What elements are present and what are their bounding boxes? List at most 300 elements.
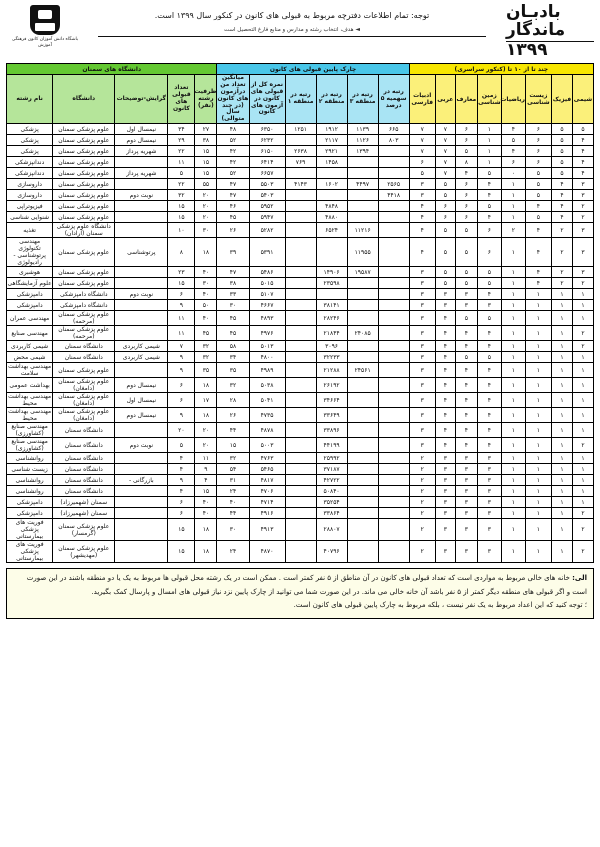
- cell-university: دانشگاه دامپزشکی: [53, 300, 115, 311]
- cell-orientation: [115, 212, 168, 223]
- cell-rank-region3: [347, 168, 378, 179]
- table-row[interactable]: [7, 486, 594, 497]
- cell-rank-quota5: [378, 497, 409, 508]
- cell-subject-5: ۴: [455, 378, 477, 393]
- cell-subject-4: ۱: [477, 124, 501, 135]
- cell-rank-region1: [285, 223, 316, 238]
- cell-avg-count: ۴۷: [217, 179, 249, 190]
- cell-subject-6: ۴: [435, 326, 455, 341]
- graduate-cap-icon: [30, 5, 60, 35]
- cell-rank-region2: ۴۴۱۹۹: [316, 438, 347, 453]
- cell-subject-3: ۱: [501, 311, 525, 326]
- cell-rank-region2: [316, 168, 347, 179]
- cell-orientation: [115, 508, 168, 519]
- cell-subject-6: ۵: [435, 179, 455, 190]
- cell-subject-6: ۴: [435, 341, 455, 352]
- cell-subject-4: ۵: [477, 168, 501, 179]
- cell-capacity: ۳۲: [195, 341, 217, 352]
- cell-subject-2: ۴: [525, 201, 551, 212]
- cell-subject-6: ۴: [435, 311, 455, 326]
- cell-total-score: ۵۱۰۷: [249, 289, 285, 300]
- cell-rank-quota5: [378, 438, 409, 453]
- cell-subject-4: ۳: [477, 300, 501, 311]
- cell-subject-0: ۲: [572, 326, 593, 341]
- table-row[interactable]: [7, 408, 594, 423]
- cell-rank-region3: [347, 464, 378, 475]
- cell-subject-4: ۶: [477, 223, 501, 238]
- cell-rank-region2: ۲۸۸۰۷: [316, 519, 347, 541]
- cell-subject-1: ۱: [551, 423, 572, 438]
- cell-avg-count: ۴۸: [217, 124, 249, 135]
- table-row[interactable]: [7, 212, 594, 223]
- cell-kanoon-admits: ۳۲: [168, 190, 195, 201]
- cell-subject-1: ۱: [551, 341, 572, 352]
- cell-subject-3: ۱: [501, 289, 525, 300]
- cell-rank-region2: ۳۷۱۸۷: [316, 464, 347, 475]
- cell-total-score: ۴۸۷۰: [249, 541, 285, 563]
- table-row[interactable]: [7, 497, 594, 508]
- cell-subject-1: ۱: [551, 352, 572, 363]
- cell-rank-region1: [285, 453, 316, 464]
- cell-subject-0: ۵: [572, 124, 593, 135]
- cell-subject-4: ۳: [477, 519, 501, 541]
- cell-subject-0: ۴: [572, 168, 593, 179]
- cell-subject-2: ۶: [525, 124, 551, 135]
- table-row[interactable]: [7, 124, 594, 135]
- cell-total-score: ۵۲۸۲: [249, 223, 285, 238]
- cell-rank-region3: [347, 393, 378, 408]
- table-row[interactable]: [7, 519, 594, 541]
- cell-subject-7: ۷: [409, 124, 435, 135]
- col-chemistry: شیمی: [572, 75, 593, 124]
- cell-orientation: نیمسال اول: [115, 124, 168, 135]
- cell-rank-region2: ۳۵۲۵۴: [316, 497, 347, 508]
- cell-major: دندانپزشکی: [7, 168, 53, 179]
- cell-subject-0: ۴: [572, 157, 593, 168]
- cell-major: هوشبری: [7, 267, 53, 278]
- cell-orientation: نیمسال دوم: [115, 408, 168, 423]
- cell-subject-5: ۴: [455, 341, 477, 352]
- cell-subject-1: ۱: [551, 453, 572, 464]
- cell-subject-5: ۳: [455, 464, 477, 475]
- cell-rank-region1: [285, 464, 316, 475]
- cell-rank-region1: [285, 378, 316, 393]
- table-row[interactable]: [7, 157, 594, 168]
- cell-subject-0: ۲: [572, 508, 593, 519]
- cell-rank-region2: ۲۱۲۸۸: [316, 363, 347, 378]
- cell-avg-count: ۵۲: [217, 135, 249, 146]
- cell-orientation: [115, 179, 168, 190]
- cell-subject-7: ۳: [409, 438, 435, 453]
- table-row[interactable]: [7, 238, 594, 267]
- cell-university: علوم پزشکی سمنان: [53, 157, 115, 168]
- cell-kanoon-admits: ۲۹: [168, 135, 195, 146]
- table-row[interactable]: [7, 393, 594, 408]
- cell-orientation: شیمی کاربردی: [115, 352, 168, 363]
- cell-subject-1: ۱: [551, 541, 572, 563]
- cell-rank-region3: ۱۳۹۴: [347, 146, 378, 157]
- table-row[interactable]: [7, 190, 594, 201]
- cell-rank-quota5: [378, 289, 409, 300]
- cell-subject-1: ۱: [551, 486, 572, 497]
- cell-subject-5: ۶: [455, 124, 477, 135]
- cell-major: فوریت های پزشکی بیمارستانی: [7, 541, 53, 563]
- col-physics: فیزیک: [551, 75, 572, 124]
- table-row[interactable]: [7, 475, 594, 486]
- cell-subject-3: ۱: [501, 438, 525, 453]
- cell-subject-5: ۵: [455, 267, 477, 278]
- table-row[interactable]: [7, 326, 594, 341]
- cell-subject-3: ۱: [501, 190, 525, 201]
- table-row[interactable]: [7, 363, 594, 378]
- cell-subject-4: ۳: [477, 486, 501, 497]
- cell-avg-count: ۴۷: [217, 190, 249, 201]
- cell-subject-3: ۱: [501, 201, 525, 212]
- cell-rank-region1: [285, 289, 316, 300]
- cell-subject-5: ۳: [455, 486, 477, 497]
- table-row[interactable]: [7, 223, 594, 238]
- cell-major: شیمی کاربردی: [7, 341, 53, 352]
- table-row[interactable]: [7, 453, 594, 464]
- cell-major: مهندسی صنایع (کشاورزی): [7, 423, 53, 438]
- cell-subject-5: ۶: [455, 201, 477, 212]
- cell-rank-region3: [347, 541, 378, 563]
- cell-rank-region2: ۳۳۸۹۶: [316, 423, 347, 438]
- brand-subtitle: ماندگار: [506, 19, 566, 40]
- table-row[interactable]: [7, 438, 594, 453]
- cell-orientation: [115, 157, 168, 168]
- col-rank-region1: رتبه در منطقه ۱: [285, 75, 316, 124]
- cell-subject-7: ۳: [409, 190, 435, 201]
- cell-subject-1: ۵: [551, 135, 572, 146]
- cell-subject-3: ۱: [501, 408, 525, 423]
- cell-avg-count: ۳۲: [217, 453, 249, 464]
- cell-subject-1: ۱: [551, 519, 572, 541]
- kanoon-logo: [6, 4, 84, 60]
- cell-subject-4: ۵: [477, 201, 501, 212]
- cell-total-score: ۵۳۹۱: [249, 238, 285, 267]
- col-arabic: عربی: [435, 75, 455, 124]
- cell-kanoon-admits: ۹: [168, 300, 195, 311]
- cell-subject-7: ۲: [409, 464, 435, 475]
- cell-subject-6: ۳: [435, 289, 455, 300]
- cell-university: علوم پزشکی سمنان: [53, 146, 115, 157]
- cell-university: علوم پزشکی سمنان (مرحمه): [53, 311, 115, 326]
- cell-subject-3: ۱: [501, 212, 525, 223]
- cell-rank-quota5: [378, 326, 409, 341]
- cell-subject-4: ۴: [477, 393, 501, 408]
- cell-subject-0: ۱: [572, 311, 593, 326]
- cell-capacity: ۴۵: [195, 326, 217, 341]
- cell-subject-7: ۳: [409, 179, 435, 190]
- cell-rank-region3: ۱۱۹۵۵: [347, 238, 378, 267]
- cell-subject-7: ۷: [409, 146, 435, 157]
- cell-subject-1: ۱: [551, 326, 572, 341]
- cell-avg-count: ۲۶: [217, 408, 249, 423]
- cell-subject-7: ۴: [409, 238, 435, 267]
- cell-subject-5: ۶: [455, 190, 477, 201]
- cell-subject-2: ۱: [525, 300, 551, 311]
- cell-rank-quota5: [378, 157, 409, 168]
- cell-capacity: ۱۵: [195, 486, 217, 497]
- table-row[interactable]: [7, 464, 594, 475]
- cell-total-score: ۴۹۱۳: [249, 519, 285, 541]
- cell-total-score: ۴۷۶۳: [249, 453, 285, 464]
- cell-subject-2: ۶: [525, 157, 551, 168]
- cell-rank-region3: [347, 190, 378, 201]
- cell-total-score: ۵۰۱۳: [249, 341, 285, 352]
- cell-subject-1: ۱: [551, 508, 572, 519]
- cell-subject-2: ۱: [525, 438, 551, 453]
- table-row[interactable]: [7, 267, 594, 278]
- table-row[interactable]: [7, 311, 594, 326]
- cell-rank-region3: ۱۱۳۹: [347, 124, 378, 135]
- cell-university: علوم پزشکی سمنان (مهدیشهر): [53, 541, 115, 563]
- cell-avg-count: ۴۲: [217, 146, 249, 157]
- cell-rank-region2: ۱۴۵۸: [316, 157, 347, 168]
- cell-total-score: ۵۰۴۱: [249, 393, 285, 408]
- table-row[interactable]: [7, 168, 594, 179]
- table-row[interactable]: [7, 541, 594, 563]
- cell-rank-region1: [285, 311, 316, 326]
- cell-capacity: ۱۵: [195, 168, 217, 179]
- cell-subject-6: ۵: [435, 278, 455, 289]
- cell-rank-region3: ۴۴۹۷: [347, 179, 378, 190]
- cell-total-score: ۵۴۶۵: [249, 464, 285, 475]
- cell-rank-region1: [285, 393, 316, 408]
- table-row[interactable]: [7, 508, 594, 519]
- cell-subject-0: ۲: [572, 541, 593, 563]
- cell-rank-quota5: [378, 341, 409, 352]
- table-head: [7, 64, 594, 124]
- cell-university: سمنان (شهمیرزاد): [53, 508, 115, 519]
- cell-subject-5: ۳: [455, 541, 477, 563]
- cell-subject-4: ۳: [477, 497, 501, 508]
- table-row[interactable]: [7, 352, 594, 363]
- cell-orientation: [115, 519, 168, 541]
- cell-subject-5: ۴: [455, 168, 477, 179]
- cell-major: فوریت های پزشکی بیمارستانی: [7, 519, 53, 541]
- cell-rank-region3: [347, 289, 378, 300]
- cell-subject-6: ۳: [435, 497, 455, 508]
- cell-rank-region1: ۴۱۴۳: [285, 179, 316, 190]
- cell-subject-7: ۴: [409, 223, 435, 238]
- cell-subject-0: ۱: [572, 464, 593, 475]
- footnote-line-1-text: خانه های خالی مربوط به مواردی است که تعداد قبولی های کانون در آن مناطق از ۵ نفر کمتر است . ممکن است در یک رشته محل قبولی ها مربوط به یک یا دو منطقه باشند در این صورت: [26, 574, 570, 583]
- cell-subject-6: ۳: [435, 464, 455, 475]
- cell-major: دامپزشکی: [7, 508, 53, 519]
- cell-subject-7: ۳: [409, 289, 435, 300]
- cell-rank-quota5: [378, 423, 409, 438]
- cell-subject-6: ۶: [435, 201, 455, 212]
- cell-kanoon-admits: ۷: [168, 341, 195, 352]
- table-row[interactable]: [7, 300, 594, 311]
- cell-rank-region3: [347, 423, 378, 438]
- cell-rank-region2: ۲۸۲۴۶: [316, 311, 347, 326]
- cell-rank-region2: ۳۸۱۴۱: [316, 300, 347, 311]
- cell-rank-quota5: [378, 212, 409, 223]
- table-row[interactable]: [7, 423, 594, 438]
- cell-subject-2: ۱: [525, 508, 551, 519]
- cell-rank-quota5: [378, 238, 409, 267]
- cell-major: روانشناسی: [7, 475, 53, 486]
- cell-subject-5: ۳: [455, 300, 477, 311]
- cell-subject-5: ۳: [455, 497, 477, 508]
- cell-subject-0: ۱: [572, 475, 593, 486]
- cell-subject-1: ۱: [551, 378, 572, 393]
- header-subnote-text: هدف، انتخاب رشته و مدارس و منابع فارغ التحصیل است: [224, 27, 354, 34]
- cell-subject-6: ۴: [435, 378, 455, 393]
- footnote-line-1: [13, 573, 587, 585]
- cell-subject-3: ۱: [501, 519, 525, 541]
- col-maaref: معارف: [455, 75, 477, 124]
- cell-university: علوم پزشکی سمنان: [53, 201, 115, 212]
- cell-rank-region3: [347, 475, 378, 486]
- cell-university: دانشگاه سمنان: [53, 352, 115, 363]
- cell-major: دامپزشکی: [7, 497, 53, 508]
- table-row[interactable]: [7, 341, 594, 352]
- cell-subject-5: ۶: [455, 179, 477, 190]
- footnote-line-3: ؛ توجه کنید که این اعداد مربوط به یک نفر نیست ، بلکه مربوط به چارک پایین قبولی های کانون است.: [293, 601, 587, 610]
- cell-capacity: ۴: [195, 475, 217, 486]
- cell-capacity: ۳۸: [195, 135, 217, 146]
- cell-avg-count: ۳۲: [217, 378, 249, 393]
- cell-rank-region2: ۲۵۹۹۲: [316, 453, 347, 464]
- cell-subject-6: ۵: [435, 267, 455, 278]
- cell-orientation: [115, 497, 168, 508]
- cell-rank-region2: [316, 190, 347, 201]
- cell-subject-2: ۱: [525, 464, 551, 475]
- cell-subject-4: ۳: [477, 541, 501, 563]
- table-row[interactable]: [7, 289, 594, 300]
- cell-orientation: شهریه پرداز: [115, 146, 168, 157]
- col-university: دانشگاه: [53, 75, 115, 124]
- cell-rank-region3: [347, 300, 378, 311]
- cell-kanoon-admits: ۱۱: [168, 157, 195, 168]
- cell-rank-region1: [285, 278, 316, 289]
- cell-kanoon-admits: ۴: [168, 453, 195, 464]
- col-literature: ادبیات فارسی: [409, 75, 435, 124]
- cell-avg-count: ۳۵: [217, 363, 249, 378]
- table-row[interactable]: [7, 179, 594, 190]
- cell-avg-count: ۳۸: [217, 278, 249, 289]
- cell-subject-1: ۱: [551, 363, 572, 378]
- cell-rank-region3: [347, 341, 378, 352]
- cell-subject-1: ۴: [551, 190, 572, 201]
- cell-rank-region1: [285, 519, 316, 541]
- cell-rank-quota5: [378, 201, 409, 212]
- cell-university: علوم پزشکی سمنان: [53, 212, 115, 223]
- cell-orientation: بازرگانی -: [115, 475, 168, 486]
- cell-subject-3: ۱: [501, 238, 525, 267]
- table-row[interactable]: [7, 146, 594, 157]
- cell-subject-4: ۴: [477, 179, 501, 190]
- cell-rank-region2: ۱۹۱۲: [316, 124, 347, 135]
- cell-subject-0: ۳: [572, 223, 593, 238]
- table-row[interactable]: [7, 378, 594, 393]
- cell-university: علوم پزشکی سمنان: [53, 190, 115, 201]
- table-row[interactable]: [7, 201, 594, 212]
- cell-subject-5: ۳: [455, 508, 477, 519]
- cell-subject-0: ۳: [572, 190, 593, 201]
- cell-total-score: ۴۹۱۶: [249, 508, 285, 519]
- cell-rank-quota5: [378, 464, 409, 475]
- cell-rank-region3: [347, 519, 378, 541]
- cell-rank-region1: [285, 267, 316, 278]
- cell-capacity: ۱۸: [195, 378, 217, 393]
- footnote-lead: الی:: [572, 574, 587, 583]
- table-body: [7, 124, 594, 563]
- cell-subject-3: ۲: [501, 223, 525, 238]
- cell-avg-count: ۴۴: [217, 423, 249, 438]
- cell-capacity: ۱۵: [195, 146, 217, 157]
- cell-university: سمنان (شهمیرزاد): [53, 497, 115, 508]
- cell-kanoon-admits: ۹: [168, 363, 195, 378]
- cell-avg-count: ۲۸: [217, 393, 249, 408]
- cell-avg-count: ۳۳: [217, 289, 249, 300]
- col-avg-count: میانگین تعداد من درآزمون های کانون (در چند سال متوالی): [217, 74, 249, 123]
- cell-orientation: [115, 363, 168, 378]
- cell-university: علوم پزشکی سمنان: [53, 135, 115, 146]
- cell-subject-3: ۱: [501, 423, 525, 438]
- cell-subject-6: ۶: [435, 212, 455, 223]
- cell-subject-3: ۱: [501, 352, 525, 363]
- cell-subject-7: ۳: [409, 278, 435, 289]
- cell-rank-quota5: [378, 311, 409, 326]
- cell-subject-0: ۳: [572, 179, 593, 190]
- col-kanoon-admits: تعداد قبولی های کانون: [168, 75, 195, 124]
- cell-kanoon-admits: ۶: [168, 393, 195, 408]
- cell-rank-region1: [285, 135, 316, 146]
- cell-subject-4: ۴: [477, 289, 501, 300]
- cell-subject-1: ۱: [551, 497, 572, 508]
- cell-subject-6: ۷: [435, 157, 455, 168]
- footnote-box: [6, 568, 594, 619]
- cell-major: روانشناسی: [7, 453, 53, 464]
- table-row[interactable]: [7, 278, 594, 289]
- cell-rank-region1: [285, 212, 316, 223]
- cell-kanoon-admits: ۱۵: [168, 541, 195, 563]
- cell-subject-4: ۴: [477, 341, 501, 352]
- cell-capacity: ۴۰: [195, 311, 217, 326]
- cell-subject-4: ۴: [477, 408, 501, 423]
- cell-orientation: نوبت دوم: [115, 289, 168, 300]
- cell-major: پزشکی: [7, 146, 53, 157]
- cell-orientation: [115, 267, 168, 278]
- cell-subject-3: ۱: [501, 486, 525, 497]
- cell-subject-2: ۵: [525, 190, 551, 201]
- cell-avg-count: ۵۸: [217, 341, 249, 352]
- cell-kanoon-admits: ۶: [168, 378, 195, 393]
- cell-subject-6: ۴: [435, 423, 455, 438]
- table-row[interactable]: [7, 135, 594, 146]
- cell-subject-1: ۵: [551, 124, 572, 135]
- cell-subject-5: ۳: [455, 519, 477, 541]
- cell-subject-6: ۵: [435, 238, 455, 267]
- cell-rank-quota5: [378, 519, 409, 541]
- cell-subject-0: ۱: [572, 378, 593, 393]
- cell-capacity: ۴۰: [195, 289, 217, 300]
- cell-subject-7: ۷: [409, 135, 435, 146]
- cell-subject-3: ۱: [501, 378, 525, 393]
- cell-kanoon-admits: ۶: [168, 289, 195, 300]
- cell-kanoon-admits: ۲۲: [168, 146, 195, 157]
- col-total-score: نمره کل از قبولی های کانون در آزمون های کانون: [249, 75, 285, 124]
- cell-subject-7: ۲: [409, 508, 435, 519]
- cell-rank-quota5: [378, 378, 409, 393]
- cell-kanoon-admits: ۵: [168, 438, 195, 453]
- cell-kanoon-admits: ۹: [168, 475, 195, 486]
